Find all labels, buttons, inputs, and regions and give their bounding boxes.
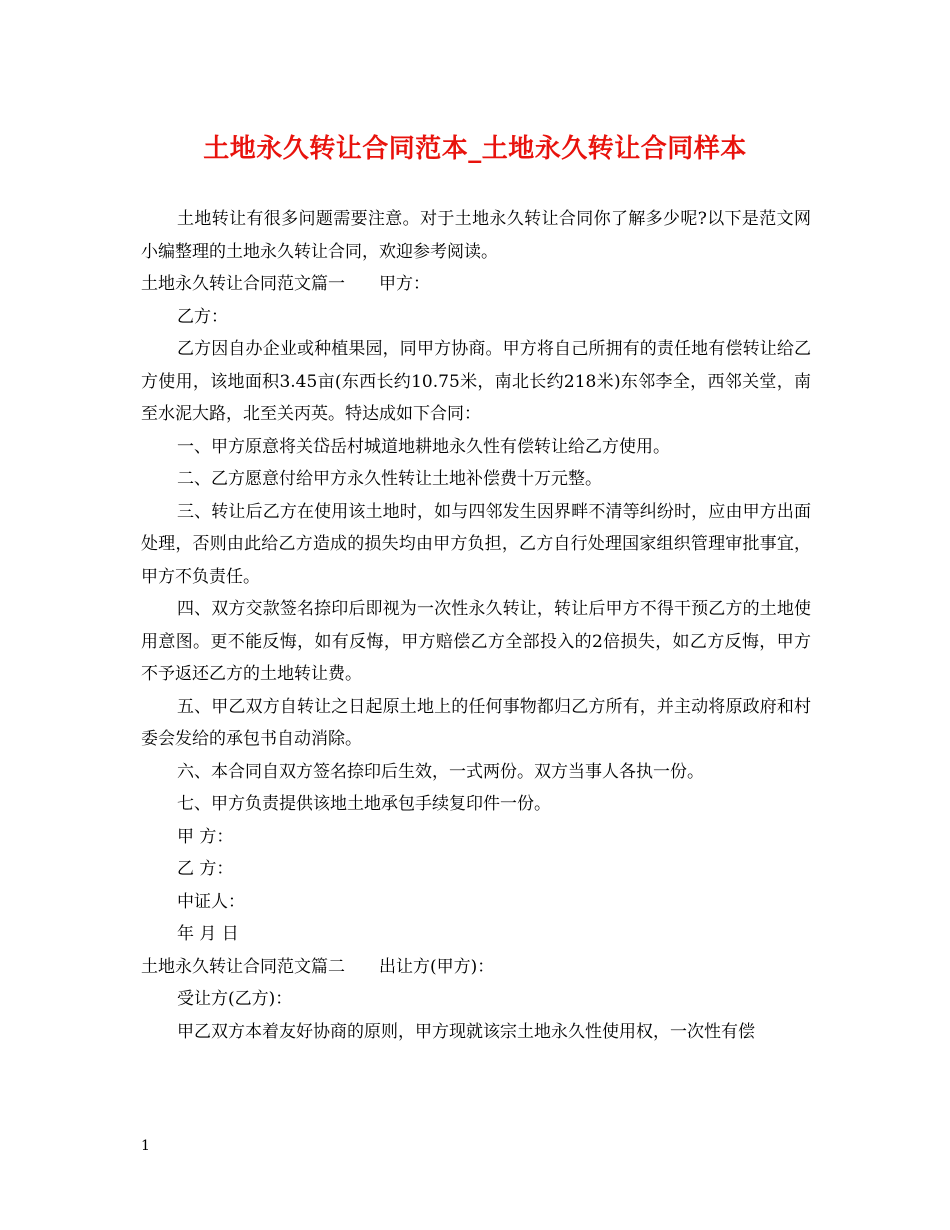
signature-date: 年 月 日 — [177, 924, 239, 944]
document-body — [141, 203, 811, 1048]
document-title: 土地永久转让合同范本_土地永久转让合同样本 — [203, 134, 747, 164]
page-number: 1 — [141, 1138, 150, 1154]
section2-intro: 甲乙双方本着友好协商的原则，甲方现就该宗土地永久性使用权，一次性有偿 — [177, 1021, 755, 1042]
clause-2: 二、乙方愿意付给甲方永久性转让土地补偿费十万元整。 — [177, 469, 602, 489]
clause-4: 四、双方交款签名捺印后即视为一次性永久转让，转让后甲方不得干预乙方的土地使用意图。更不能反悔，如有反悔，甲方赔偿乙方全部投入的2倍损失，如乙方反悔，甲方不予返还乙方的土地转让费。 — [141, 599, 811, 684]
signature-witness: 中证人： — [177, 891, 245, 912]
background-paragraph: 乙方因自办企业或种植果园，同甲方协商。甲方将自己所拥有的责任地有偿转让给乙方使用，该地面积3.45亩(东西长约10.75米，南北长约218米)东邻李全，西邻关堂，南至水泥大路，北至关丙英。特达成如下合同： — [141, 339, 811, 424]
section2-heading: 土地永久转让合同范文篇二 出让方(甲方)： — [141, 956, 495, 977]
clause-7: 七、甲方负责提供该地土地承包手续复印件一份。 — [177, 794, 551, 814]
intro-paragraph: 土地转让有很多问题需要注意。对于土地永久转让合同你了解多少呢?以下是范文网小编整理的土地永久转让合同，欢迎参考阅读。 — [141, 209, 811, 262]
signature-party-a: 甲 方： — [177, 826, 234, 847]
clause-6: 六、本合同自双方签名捺印后生效，一式两份。双方当事人各执一份。 — [177, 761, 704, 782]
section2-party-b: 受让方(乙方)： — [177, 989, 293, 1009]
signature-party-b: 乙 方： — [177, 859, 234, 879]
section1-heading: 土地永久转让合同范文篇一 甲方： — [141, 274, 430, 294]
party-b-line: 乙方： — [177, 306, 228, 327]
clause-5: 五、甲乙双方自转让之日起原土地上的任何事物都归乙方所有，并主动将原政府和村委会发给的承包书自动消除。 — [141, 696, 811, 749]
clause-1: 一、甲方原意将关岱岳村城道地耕地永久性有偿转让给乙方使用。 — [177, 436, 670, 457]
clause-3: 三、转让后乙方在使用该土地时，如与四邻发生因界畔不清等纠纷时，应由甲方出面处理，否则由此给乙方造成的损失均由甲方负担，乙方自行处理国家组织管理审批事宜，甲方不负责任。 — [141, 501, 811, 587]
